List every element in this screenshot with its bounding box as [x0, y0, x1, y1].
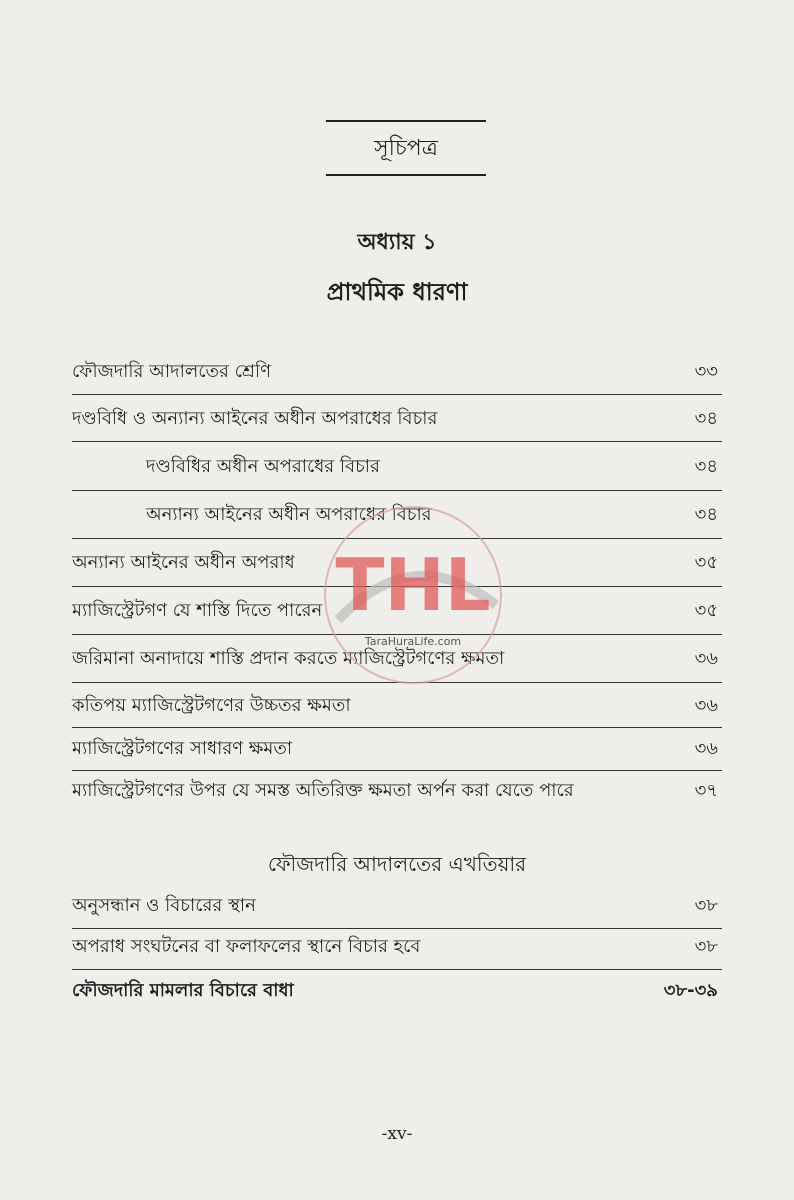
entry-page: ৩৬ — [694, 648, 718, 669]
watermark-logo-icon — [318, 500, 508, 690]
entry-title: জরিমানা অনাদায়ে শাস্তি প্রদান করতে ম্যাজিস্ট্রেটগণের ক্ষমতা — [72, 648, 505, 669]
entry-title: ম্যাজিস্ট্রেটগণের সাধারণ ক্ষমতা — [72, 738, 293, 759]
divider — [72, 969, 722, 970]
divider — [72, 490, 722, 491]
entry-title: অন্যান্য আইনের অধীন অপরাধ — [72, 552, 295, 573]
toc-entry[interactable] — [72, 934, 732, 970]
entry-page: ৩৮ — [694, 936, 718, 957]
entry-title: ম্যাজিস্ট্রেটগণের উপর যে সমস্ত অতিরিক্ত ক্ষমতা অর্পন করা যেতে পারে — [72, 780, 574, 801]
watermark-letters: THL — [335, 543, 491, 627]
entry-title: অপরাধ সংঘটনের বা ফলাফলের স্থানে বিচার হবে — [72, 936, 421, 957]
entry-page: ৩৫ — [694, 552, 718, 573]
page-title: সূচিপত্র — [326, 120, 486, 176]
entry-page: ৩৫ — [694, 600, 718, 621]
entry-page: ৩৬ — [694, 695, 718, 716]
entry-title: কতিপয় ম্যাজিস্ট্রেটগণের উচ্চতর ক্ষমতা — [72, 695, 351, 716]
toc-entry[interactable] — [72, 359, 732, 395]
entry-page: ৩৪ — [694, 456, 718, 477]
entry-page: ৩৮-৩৯ — [663, 980, 718, 1001]
entry-title: ম্যাজিস্ট্রেটগণ যে শাস্তি দিতে পারেন — [72, 600, 323, 621]
entry-title: ফৌজদারি মামলার বিচারে বাধা — [72, 980, 294, 1001]
chapter-number: অধ্যায় ১ — [357, 230, 437, 255]
toc-entry[interactable] — [72, 893, 732, 929]
entry-page: ৩৮ — [694, 895, 718, 916]
divider — [72, 770, 722, 771]
toc-entry[interactable] — [72, 406, 732, 442]
entry-title: ফৌজদারি আদালতের শ্রেণি — [72, 361, 272, 382]
divider — [72, 441, 722, 442]
entry-page: ৩৬ — [694, 738, 718, 759]
entry-title: অনুসন্ধান ও বিচারের স্থান — [72, 895, 256, 916]
entry-page: ৩৭ — [694, 780, 718, 801]
toc-entry[interactable] — [72, 778, 732, 814]
toc-entry[interactable] — [72, 693, 732, 729]
entry-title: দণ্ডবিধির অধীন অপরাধের বিচার — [146, 456, 380, 477]
entry-title: অন্যান্য আইনের অধীন অপরাধের বিচার — [146, 504, 432, 525]
toc-entry[interactable] — [72, 454, 732, 490]
divider — [72, 394, 722, 395]
section-title: ফৌজদারি আদালতের এখতিয়ার — [267, 852, 527, 876]
toc-entry[interactable] — [72, 736, 732, 772]
divider — [72, 928, 722, 929]
entry-page: ৩৩ — [694, 361, 718, 382]
entry-page: ৩৪ — [694, 408, 718, 429]
divider — [72, 727, 722, 728]
entry-title: দণ্ডবিধি ও অন্যান্য আইনের অধীন অপরাধের বিচার — [72, 408, 438, 429]
watermark-logo — [318, 500, 508, 690]
entry-page: ৩৪ — [694, 504, 718, 525]
page-number: -xv- — [381, 1124, 413, 1144]
chapter-title: প্রাথমিক ধারণা — [326, 278, 468, 306]
watermark-site: TaraHuraLife.com — [364, 635, 462, 648]
toc-entry[interactable] — [72, 978, 732, 1014]
